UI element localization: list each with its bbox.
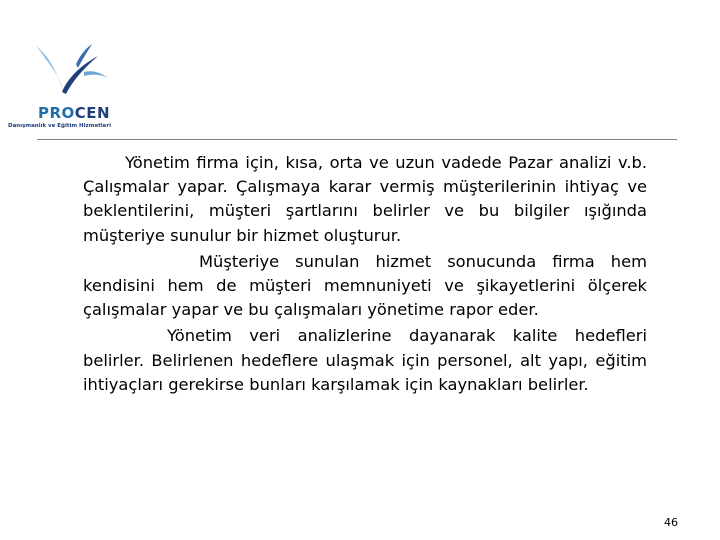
header-divider	[37, 139, 677, 140]
brand-pro: PRO	[38, 104, 75, 122]
brand-cen: CEN	[74, 104, 111, 122]
brand-name	[38, 104, 110, 122]
paragraph-3: Yönetim veri analizlerine dayanarak kalite hedefleri belirler. Belirlenen hedeflere ulaşmak için personel, alt yapı, eğitim ihtiyaçları gerekirse bunları karşılamak için kaynakları belirler.	[83, 326, 647, 394]
brand-tagline: Danışmanlık ve Eğitim Hizmetleri	[8, 123, 112, 129]
paragraph-2: Müşteriye sunulan hizmet sonucunda firma hem kendisini hem de müşteri memnuniyeti ve şikayetlerini ölçerek çalışmalar yapar ve bu çalışmaları yönetime rapor eder.	[83, 251, 647, 320]
procen-logo	[8, 42, 126, 132]
bird-logo-icon	[26, 42, 116, 106]
paragraph-1: Yönetim firma için, kısa, orta ve uzun vadede Pazar analizi v.b. Çalışmalar yapar. Çalışmaya karar vermiş müşterilerinin ihtiyaç ve beklentilerini, müşteri şartlarını belirler ve bu bilgiler ışığında müşteriye sunulur bir hizmet oluşturur.	[83, 153, 647, 245]
slide-body	[83, 151, 647, 399]
page-number: 46	[664, 516, 678, 529]
